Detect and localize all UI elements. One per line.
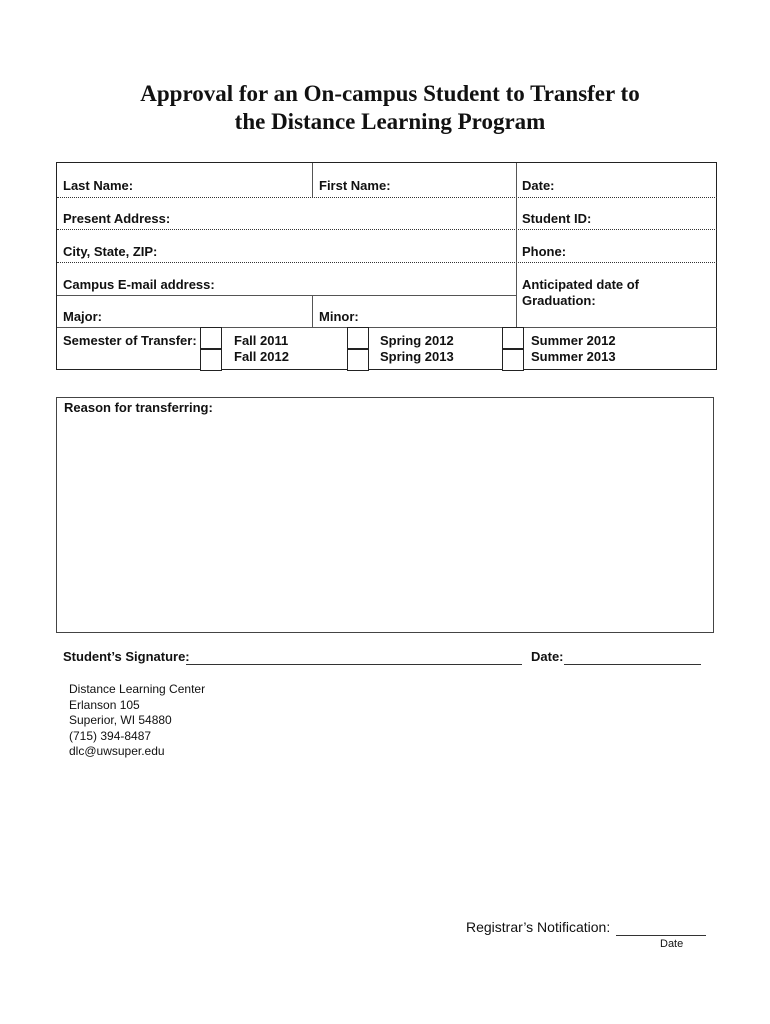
column-divider [516,163,517,327]
phone-field[interactable]: Phone: [522,244,567,259]
contact-email: dlc@uwsuper.edu [69,744,165,758]
form-title-line-2: the Distance Learning Program [234,109,546,134]
fall-2012-checkbox[interactable] [200,349,222,371]
graduation-date-field[interactable]: Anticipated date of Graduation: [522,277,640,308]
student-info-table [56,162,717,370]
minor-field[interactable]: Minor: [319,309,359,324]
summer-2013-checkbox[interactable] [502,349,524,371]
last-name-field[interactable]: Last Name: [63,178,134,193]
contact-line: Erlanson 105 [69,697,140,712]
contact-line: Superior, WI 54880 [69,713,172,727]
contact-block [69,682,205,760]
signature-date-label: Date: [531,649,564,664]
reason-label: Reason for transferring: [64,400,213,415]
signature-date-line[interactable] [564,664,701,665]
row-divider [57,295,517,296]
registrar-date-caption: Date [660,938,684,950]
summer-2013-label: Summer 2013 [531,349,616,364]
row-divider [57,327,717,328]
city-state-zip-field[interactable]: City, State, ZIP: [63,244,158,259]
student-signature-label: Student’s Signature: [63,649,190,664]
summer-2012-checkbox[interactable] [502,327,524,349]
row-divider [57,262,717,263]
major-field[interactable]: Major: [63,309,102,324]
spring-2013-checkbox[interactable] [347,349,369,371]
semester-of-transfer-label: Semester of Transfer: [63,333,197,348]
form-title-line-1: Approval for an On-campus Student to Transfer to [140,81,640,106]
reason-for-transferring-field[interactable] [56,397,714,633]
spring-2012-label: Spring 2012 [380,333,454,348]
form-title [0,80,770,136]
column-divider [312,163,313,197]
column-divider [312,295,313,327]
row-divider [57,229,717,230]
date-field[interactable]: Date: [522,178,555,193]
fall-2012-label: Fall 2012 [234,349,289,364]
registrar-notification-line[interactable] [616,935,706,936]
campus-email-field[interactable]: Campus E-mail address: [63,277,215,292]
present-address-field[interactable]: Present Address: [63,211,171,226]
student-id-field[interactable]: Student ID: [522,211,592,226]
student-signature-line[interactable] [186,664,522,665]
spring-2012-checkbox[interactable] [347,327,369,349]
contact-line: Distance Learning Center [69,682,206,696]
first-name-field[interactable]: First Name: [319,178,391,193]
registrar-notification-label: Registrar’s Notification: [466,919,611,935]
row-divider [57,197,717,198]
summer-2012-label: Summer 2012 [531,333,616,348]
spring-2013-label: Spring 2013 [380,349,454,364]
contact-line: (715) 394-8487 [69,728,152,743]
fall-2011-checkbox[interactable] [200,327,222,349]
fall-2011-label: Fall 2011 [234,333,289,348]
